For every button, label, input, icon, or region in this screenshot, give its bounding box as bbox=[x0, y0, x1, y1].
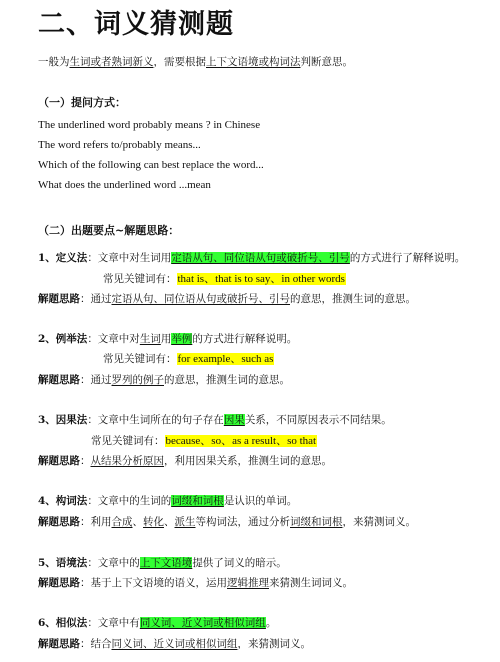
method-label: 2、例举法 bbox=[38, 333, 88, 345]
yellow-highlight: because、so、as a result、so that bbox=[165, 435, 317, 447]
yellow-highlight: for example、such as bbox=[177, 353, 274, 365]
method-text: ：文章中的 bbox=[87, 557, 140, 569]
solution-text: ：结合 bbox=[80, 638, 112, 650]
method-label: 1、定义法 bbox=[38, 252, 88, 264]
green-highlight: 定语从句、同位语从句或破折号、引号 bbox=[171, 252, 350, 264]
intro-text: ，需要根据 bbox=[153, 56, 206, 68]
method-3-line bbox=[38, 413, 392, 427]
method-text: ：文章中的生词的 bbox=[87, 495, 172, 507]
method-text: ：文章中对 bbox=[87, 333, 140, 345]
method-3-solution bbox=[38, 454, 332, 468]
solution-label: 解题思路 bbox=[38, 638, 80, 650]
intro-underline: 生词或者熟词新义 bbox=[69, 56, 154, 68]
green-highlight: 词缀和词根 bbox=[171, 495, 224, 507]
method-4-line bbox=[38, 494, 297, 508]
method-underline: 生词 bbox=[139, 333, 161, 345]
method-label: 4、构词法 bbox=[38, 495, 88, 507]
method-text: ：文章中有 bbox=[87, 617, 140, 629]
solution-text: 、 bbox=[132, 516, 143, 528]
method-4-solution bbox=[38, 515, 416, 529]
intro-underline: 上下文语境或构词法 bbox=[206, 56, 301, 68]
ask-line: The word refers to/probably means... bbox=[38, 139, 201, 151]
solution-text: 的意思，推测生词的意思。 bbox=[164, 374, 290, 386]
points-heading: （二）出题要点~解题思路： bbox=[38, 224, 180, 237]
solution-underline: 合成 bbox=[111, 516, 133, 528]
solution-text: ：通过 bbox=[80, 374, 112, 386]
solution-text: 的意思，推测生词的意思。 bbox=[290, 293, 416, 305]
solution-text: 来猜测生词词义。 bbox=[269, 577, 353, 589]
keyword-label: 常见关键词有： bbox=[103, 273, 177, 285]
solution-label: 解题思路 bbox=[38, 455, 80, 467]
solution-label: 解题思路 bbox=[38, 577, 80, 589]
ask-heading: （一）提问方式： bbox=[38, 96, 126, 109]
method-text: 关系，不同原因表示不同结果。 bbox=[244, 414, 392, 426]
method-label: 3、因果法 bbox=[38, 414, 88, 426]
solution-text: ： bbox=[80, 455, 91, 467]
solution-underline: 转化 bbox=[143, 516, 164, 528]
page-title: 二、词义猜测题 bbox=[38, 9, 234, 40]
method-text: 提供了词义的暗示。 bbox=[192, 557, 287, 569]
solution-text: 等构词法，通过分析 bbox=[195, 516, 290, 528]
green-highlight: 因果 bbox=[223, 414, 245, 426]
method-2-keywords bbox=[103, 352, 274, 366]
solution-label: 解题思路 bbox=[38, 374, 80, 386]
method-text: 的方式进行了解释说明。 bbox=[349, 252, 466, 264]
intro-text: 判断意思。 bbox=[300, 56, 353, 68]
method-5-solution bbox=[38, 576, 353, 590]
solution-text: ：利用 bbox=[80, 516, 112, 528]
method-text: 的方式进行解释说明。 bbox=[192, 333, 298, 345]
method-label: 5、语境法 bbox=[38, 557, 88, 569]
solution-text: ，来猜测词义。 bbox=[342, 516, 416, 528]
ask-line: The underlined word probably means ? in Chinese bbox=[38, 119, 261, 131]
method-text: ：文章中对生词用 bbox=[87, 252, 172, 264]
method-text: ：文章中生词所在的句子存在 bbox=[87, 414, 224, 426]
method-1-solution bbox=[38, 292, 416, 306]
solution-label: 解题思路 bbox=[38, 516, 80, 528]
method-label: 6、相似法 bbox=[38, 617, 88, 629]
green-highlight: 同义词、近义词或相似词组 bbox=[139, 617, 266, 629]
method-6-line bbox=[38, 616, 276, 630]
solution-text: ：通过 bbox=[80, 293, 112, 305]
ask-line: What does the underlined word ...mean bbox=[38, 179, 211, 191]
solution-underline: 派生 bbox=[174, 516, 196, 528]
method-text: 。 bbox=[265, 617, 277, 629]
solution-label: 解题思路 bbox=[38, 293, 80, 305]
solution-text: ，利用因果关系，推测生词的意思。 bbox=[164, 455, 332, 467]
method-2-line bbox=[38, 332, 297, 346]
green-highlight: 举例 bbox=[171, 333, 193, 345]
green-highlight: 上下文语境 bbox=[139, 557, 193, 569]
method-6-solution bbox=[38, 637, 311, 651]
solution-underline: 从结果分析原因 bbox=[90, 455, 164, 467]
solution-text: ，来猜测词义。 bbox=[237, 638, 311, 650]
intro-paragraph bbox=[38, 55, 353, 69]
intro-text: 一般为 bbox=[38, 56, 70, 68]
keyword-label: 常见关键词有： bbox=[103, 353, 177, 365]
solution-text: ：基于上下文语境的语义，运用 bbox=[80, 577, 227, 589]
method-text: 是认识的单词。 bbox=[223, 495, 298, 507]
solution-underline: 同义词、近义词或相似词组 bbox=[111, 638, 238, 650]
solution-underline: 定语从句、同位语从句或破折号、引号 bbox=[111, 293, 290, 305]
solution-underline: 词缀和词根 bbox=[290, 516, 343, 528]
method-1-line bbox=[38, 251, 465, 265]
method-2-solution bbox=[38, 373, 290, 387]
method-1-keywords bbox=[103, 272, 346, 286]
method-text: 用 bbox=[160, 333, 172, 345]
method-3-keywords bbox=[91, 434, 317, 448]
keyword-label: 常见关键词有： bbox=[91, 435, 165, 447]
method-5-line bbox=[38, 556, 287, 570]
yellow-highlight: that is、that is to say、in other words bbox=[177, 273, 345, 285]
solution-text: 、 bbox=[164, 516, 175, 528]
ask-line: Which of the following can best replace the word... bbox=[38, 159, 264, 171]
solution-underline: 逻辑推理 bbox=[227, 577, 269, 589]
solution-underline: 罗列的例子 bbox=[111, 374, 164, 386]
